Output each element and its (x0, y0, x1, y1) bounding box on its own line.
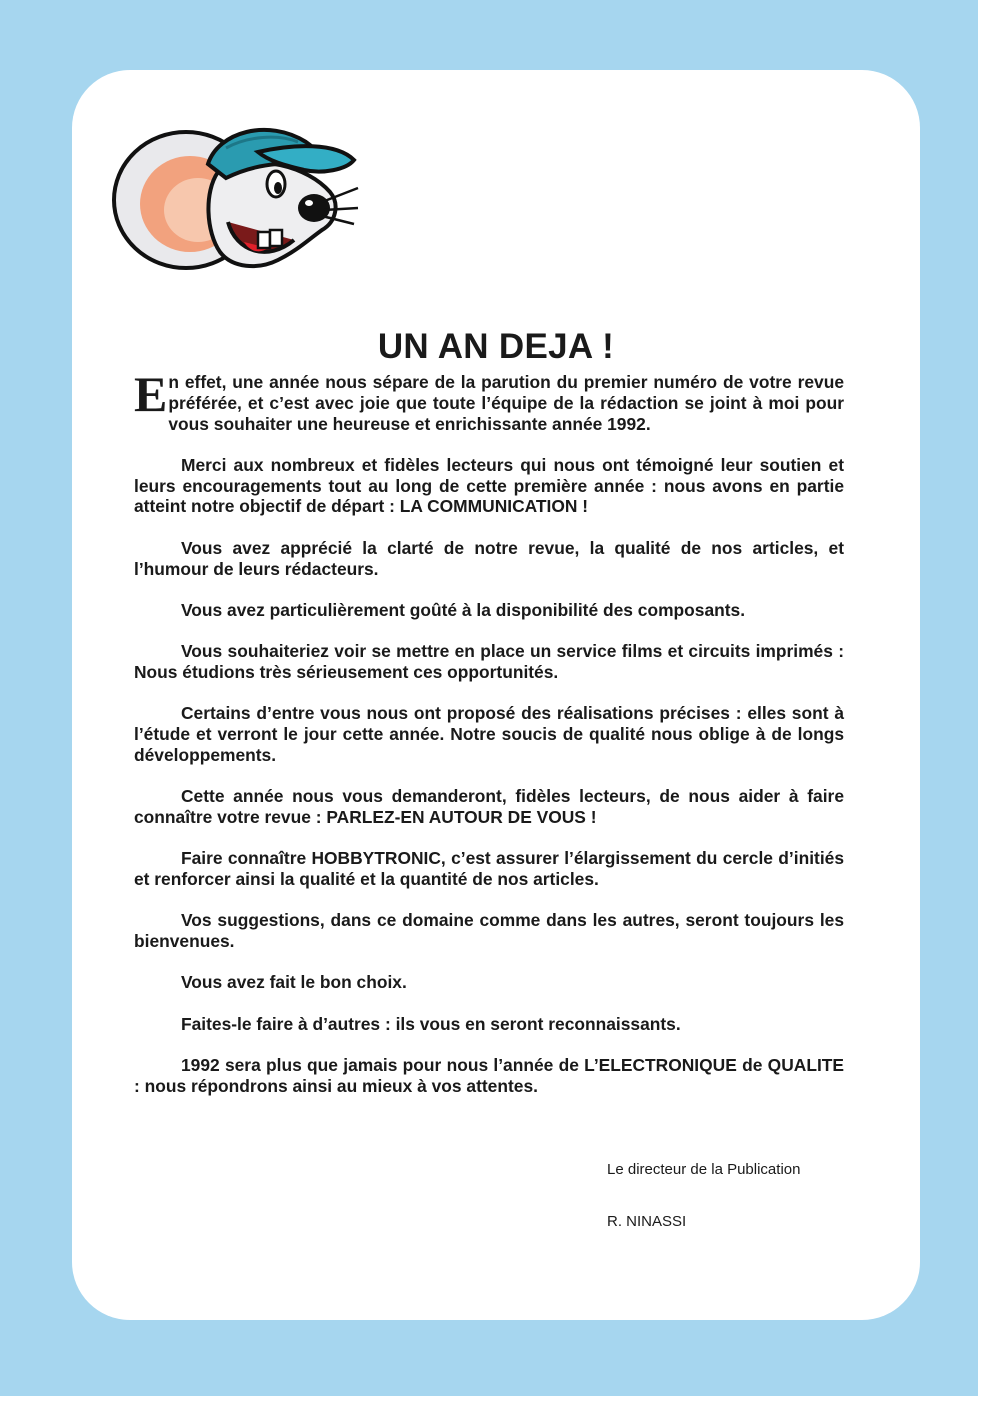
paragraph: 1992 sera plus que jamais pour nous l’année de L’ELECTRONIQUE de QUALITE : nous répondrons ainsi au mieux à vos attentes. (134, 1055, 844, 1096)
paragraph: Merci aux nombreux et fidèles lecteurs qui nous ont témoigné leur soutien et leurs encouragements tout au long de cette première année : nous avons en partie atteint notre objectif de départ : LA COMMUNICATION ! (134, 454, 844, 517)
paragraph: Faites-le faire à d’autres : ils vous en seront reconnaissants. (181, 1013, 681, 1034)
mouse-mascot-icon (108, 112, 360, 277)
drop-cap: E (134, 366, 168, 422)
paragraph: Faire connaître HOBBYTRONIC, c’est assurer l’élargissement du cercle d’initiés et renforcer ainsi la qualité et la quantité de nos articles. (134, 848, 844, 890)
paragraph: Vos suggestions, dans ce domaine comme dans les autres, seront toujours les bienvenues. (134, 910, 844, 952)
paragraph: Cette année nous vous demanderont, fidèles lecteurs, de nous aider à faire connaître votre revue : PARLEZ-EN AUTOUR DE VOUS ! (134, 786, 844, 827)
paragraph: Vous avez apprécié la clarté de notre revue, la qualité de nos articles, et l’humour de leurs rédacteurs. (134, 537, 844, 579)
signature-name: R. NINASSI (607, 1213, 687, 1230)
paragraph: Vous souhaiteriez voir se mettre en place un service films et circuits imprimés : Nous étudions très sérieusement ces opportunités. (134, 641, 844, 682)
paragraph: Vous avez fait le bon choix. (181, 972, 407, 993)
paragraph: Vous avez particulièrement goûté à la disponibilité des composants. (181, 599, 746, 620)
letter-body (134, 366, 844, 1117)
intro-paragraph (134, 366, 844, 434)
signature-role: Le directeur de la Publication (607, 1161, 801, 1178)
paragraph: Certains d’entre vous nous ont proposé des réalisations précises : elles sont à l’étude et verront le jour cette année. Notre soucis de qualité nous oblige à de longs développements. (134, 703, 844, 765)
page-title: UN AN DEJA ! (377, 327, 615, 366)
intro-text: n effet, une année nous sépare de la parution du premier numéro de votre revue préférée, et c’est avec joie que toute l’équipe de la rédaction se joint à moi pour vous souhaiter une heureuse et enrichissante année 1992. (168, 372, 844, 434)
